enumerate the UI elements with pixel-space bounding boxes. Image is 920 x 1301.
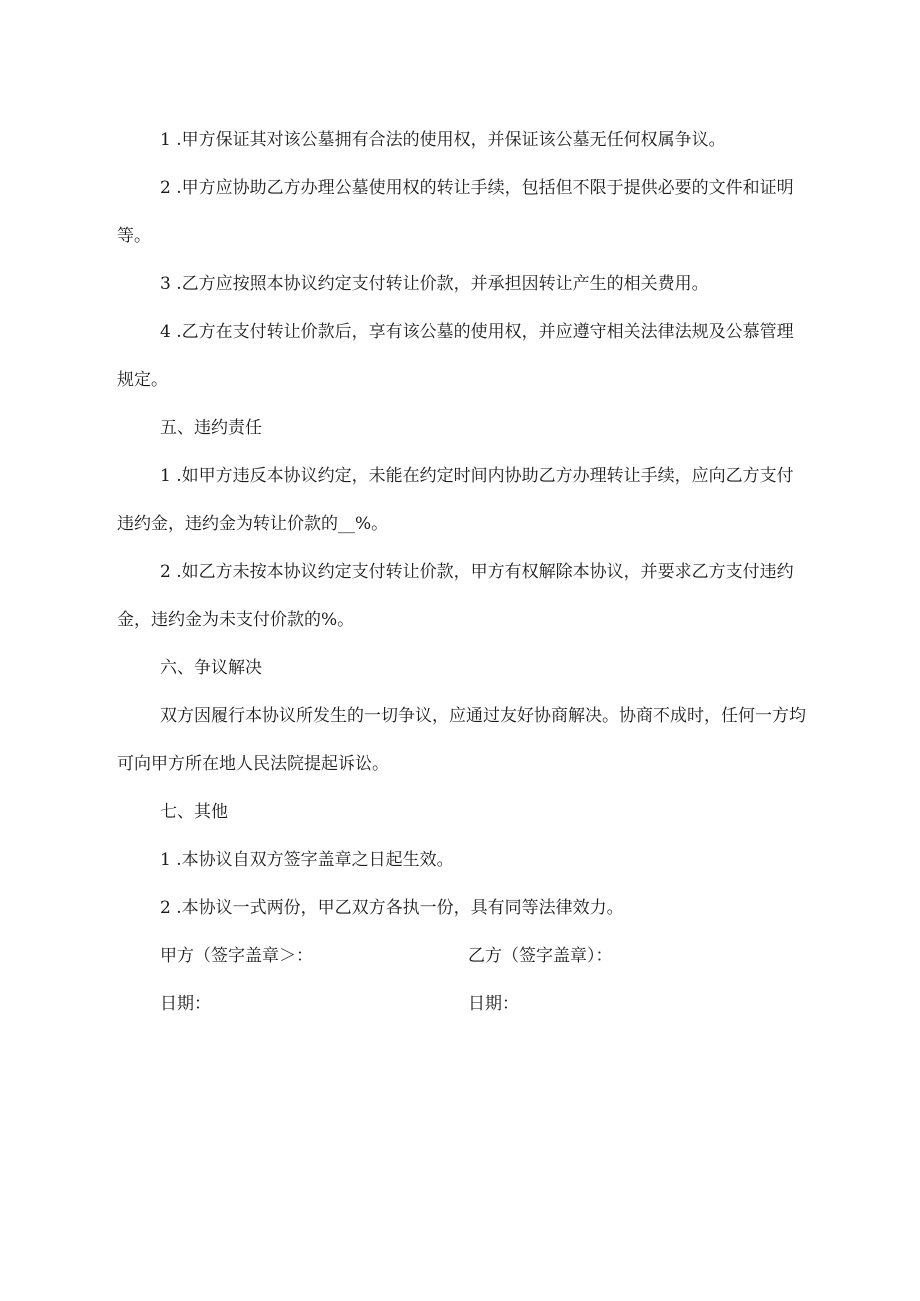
obligation-item-1: 1 .甲方保证其对该公墓拥有合法的使用权，并保证该公墓无任何权属争议。 (160, 130, 726, 150)
party-a-signature-label: 甲方（签字盖章＞： (160, 946, 313, 966)
section-heading-other: 七、其他 (160, 802, 228, 822)
section-heading-breach: 五、违约责任 (160, 418, 262, 438)
party-b-signature-label: 乙方（签字盖章）： (468, 946, 613, 966)
section-heading-dispute: 六、争议解决 (160, 658, 262, 678)
obligation-item-3: 3 .乙方应按照本协议约定支付转让价款，并承担因转让产生的相关费用。 (160, 274, 709, 294)
obligation-item-4: 4 .乙方在支付转让价款后，享有该公墓的使用权，并应遵守相关法律法规及公慕管理规定。 (117, 322, 794, 390)
document-body (117, 116, 807, 1028)
breach-item-2: 2 .如乙方未按本协议约定支付转让价款，甲方有权解除本协议，并要求乙方支付违约金，违约金为未支付价款的%。 (117, 562, 794, 630)
obligation-item-2: 2 .甲方应协助乙方办理公墓使用权的转让手续，包括但不限于提供必要的文件和证明等。 (117, 178, 794, 246)
party-b-date-label: 日期： (468, 994, 519, 1014)
party-a-date-label: 日期： (160, 994, 211, 1014)
breach-item-1: 1 .如甲方违反本协议约定，未能在约定时间内协助乙方办理转让手续，应向乙方支付违约金，违约金为转让价款的__%。 (117, 466, 794, 534)
other-item-1: 1 .本协议自双方签字盖章之日起生效。 (160, 850, 454, 870)
signature-row (117, 932, 807, 980)
dispute-body: 双方因履行本协议所发生的一切争议，应通过友好协商解决。协商不成时，任何一方均可向甲方所在地人民法院提起诉讼。 (117, 706, 806, 774)
other-item-2: 2 .本协议一式两份，甲乙双方各执一份，具有同等法律效力。 (160, 898, 624, 918)
date-row (117, 980, 807, 1028)
